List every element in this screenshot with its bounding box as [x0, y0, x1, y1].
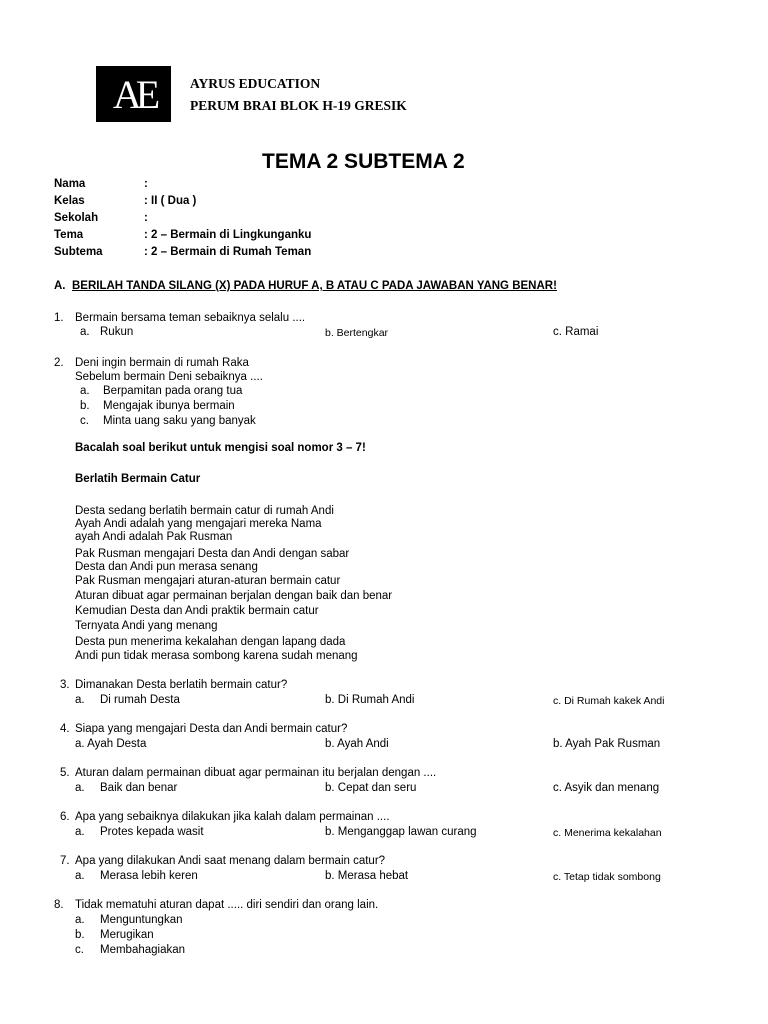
q4-text: Siapa yang mengajari Desta dan Andi bermain catur?	[75, 723, 348, 735]
identity-value-nama: :	[144, 178, 148, 190]
q3-option-c: c. Di Rumah kakek Andi	[553, 695, 665, 707]
reading-line: Desta sedang berlatih bermain catur di rumah Andi	[75, 505, 334, 517]
q2-number: 2.	[54, 357, 64, 369]
q8-option-b-letter: b.	[75, 929, 85, 941]
q8-number: 8.	[54, 899, 64, 911]
identity-value-tema: : 2 – Bermain di Lingkunganku	[144, 229, 312, 241]
q7-text: Apa yang dilakukan Andi saat menang dalam bermain catur?	[75, 855, 386, 867]
reading-line: Pak Rusman mengajari aturan-aturan bermain catur	[75, 575, 341, 587]
q6-option-c: c. Menerima kekalahan	[553, 827, 662, 839]
reading-line: ayah Andi adalah Pak Rusman	[75, 531, 233, 543]
identity-value-sekolah: :	[144, 212, 148, 224]
q8-option-c: Membahagiakan	[100, 944, 186, 956]
q8-option-a: Menguntungkan	[100, 914, 183, 926]
q2-option-b-letter: b.	[80, 400, 90, 412]
q4-option-a: a. Ayah Desta	[75, 738, 147, 750]
reading-line: Pak Rusman mengajari Desta dan Andi dengan sabar	[75, 548, 350, 560]
q7-option-a: Merasa lebih keren	[100, 870, 198, 882]
reading-line: Desta dan Andi pun merasa senang	[75, 561, 258, 573]
q2-option-a-letter: a.	[80, 385, 90, 397]
q3-number: 3.	[60, 679, 70, 691]
q8-option-b: Merugikan	[100, 929, 154, 941]
q6-option-a-letter: a.	[75, 826, 85, 838]
reading-line: Andi pun tidak merasa sombong karena sudah menang	[75, 650, 358, 662]
identity-label-nama: Nama	[54, 178, 86, 190]
org-address: PERUM BRAI BLOK H-19 GRESIK	[190, 98, 407, 113]
q1-option-a-letter: a.	[80, 326, 90, 338]
reading-line: Ternyata Andi yang menang	[75, 620, 218, 632]
section-letter: A.	[54, 280, 66, 292]
q1-option-b: b. Bertengkar	[325, 327, 389, 339]
q1-number: 1.	[54, 312, 64, 324]
section-instruction: BERILAH TANDA SILANG (X) PADA HURUF A, B ATAU C PADA JAWABAN YANG BENAR!	[72, 280, 557, 292]
q5-option-c: c. Asyik dan menang	[553, 782, 660, 794]
q5-text: Aturan dalam permainan dibuat agar permainan itu berjalan dengan ....	[75, 767, 437, 779]
q1-option-a: Rukun	[100, 326, 134, 338]
reading-line: Aturan dibuat agar permainan berjalan dengan baik dan benar	[75, 590, 393, 602]
reading-line: Desta pun menerima kekalahan dengan lapang dada	[75, 636, 346, 648]
identity-label-kelas: Kelas	[54, 195, 85, 207]
q8-option-c-letter: c.	[75, 944, 84, 956]
q3-option-a-letter: a.	[75, 694, 85, 706]
q1-text: Bermain bersama teman sebaiknya selalu ....	[75, 312, 306, 324]
reading-line: Kemudian Desta dan Andi praktik bermain catur	[75, 605, 319, 617]
q2-line-1: Deni ingin bermain di rumah Raka	[75, 357, 249, 369]
q6-number: 6.	[60, 811, 70, 823]
logo-text: AE	[112, 71, 155, 117]
q5-option-b: b. Cepat dan seru	[325, 782, 417, 794]
q7-option-c: c. Tetap tidak sombong	[553, 871, 661, 883]
page-title: TEMA 2 SUBTEMA 2	[262, 150, 465, 173]
identity-value-kelas: : II ( Dua )	[144, 195, 197, 207]
q2-line-2: Sebelum bermain Deni sebaiknya ....	[75, 371, 263, 383]
org-name: AYRUS EDUCATION	[190, 76, 321, 91]
q6-option-a: Protes kepada wasit	[100, 826, 204, 838]
q4-option-b: b. Ayah Andi	[325, 738, 389, 750]
q3-text: Dimanakan Desta berlatih bermain catur?	[75, 679, 288, 691]
reading-instruction: Bacalah soal berikut untuk mengisi soal nomor 3 – 7!	[75, 442, 366, 454]
q4-option-c: b. Ayah Pak Rusman	[553, 738, 661, 750]
q2-option-a: Berpamitan pada orang tua	[103, 385, 243, 397]
q8-option-a-letter: a.	[75, 914, 85, 926]
q5-option-a-letter: a.	[75, 782, 85, 794]
q7-number: 7.	[60, 855, 70, 867]
identity-value-subtema: : 2 – Bermain di Rumah Teman	[144, 246, 312, 258]
q1-option-c: c. Ramai	[553, 326, 599, 338]
q8-text: Tidak mematuhi aturan dapat ..... diri sendiri dan orang lain.	[75, 899, 379, 911]
logo-ae	[96, 66, 171, 122]
identity-label-tema: Tema	[54, 229, 84, 241]
q2-option-b: Mengajak ibunya bermain	[103, 400, 235, 412]
q5-option-a: Baik dan benar	[100, 782, 178, 794]
identity-label-sekolah: Sekolah	[54, 212, 99, 224]
reading-title: Berlatih Bermain Catur	[75, 473, 201, 485]
q5-number: 5.	[60, 767, 70, 779]
q2-option-c-letter: c.	[80, 415, 89, 427]
q4-number: 4.	[60, 723, 70, 735]
q6-option-b: b. Menganggap lawan curang	[325, 826, 477, 838]
q7-option-a-letter: a.	[75, 870, 85, 882]
identity-label-subtema: Subtema	[54, 246, 103, 258]
q3-option-b: b. Di Rumah Andi	[325, 694, 415, 706]
q3-option-a: Di rumah Desta	[100, 694, 180, 706]
q7-option-b: b. Merasa hebat	[325, 870, 409, 882]
reading-line: Ayah Andi adalah yang mengajari mereka Nama	[75, 518, 322, 530]
q2-option-c: Minta uang saku yang banyak	[103, 415, 256, 427]
q6-text: Apa yang sebaiknya dilakukan jika kalah dalam permainan ....	[75, 811, 390, 823]
